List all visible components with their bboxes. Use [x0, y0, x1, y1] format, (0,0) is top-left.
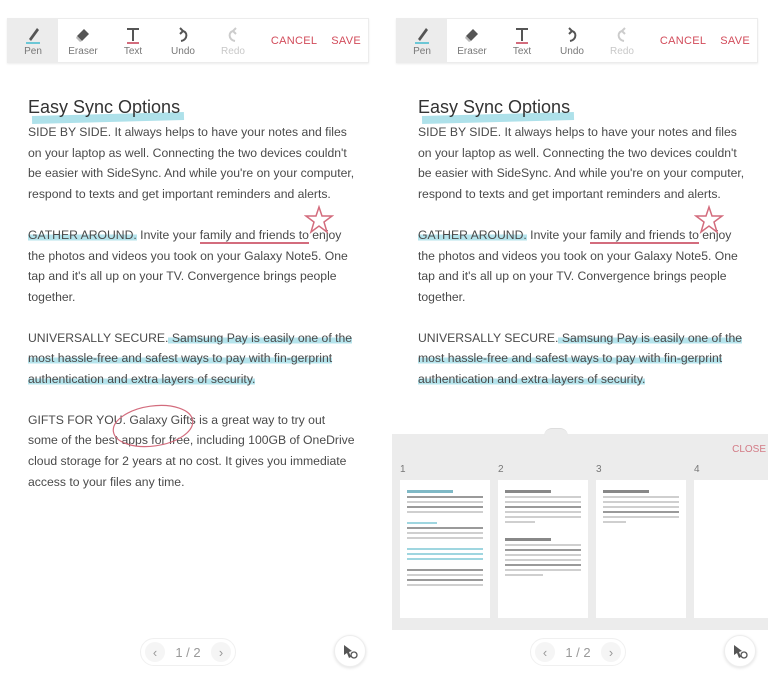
eraser-tool-button[interactable] [447, 19, 497, 62]
thumbnail-page-2[interactable] [498, 464, 590, 618]
undo-label: Undo [171, 45, 195, 57]
paragraph-lead-highlighted: GATHER AROUND. [418, 227, 527, 242]
paragraph-lead-highlighted: GATHER AROUND. [28, 227, 137, 242]
document-title-text: Easy Sync Options [418, 97, 571, 117]
highlighted-text: Samsung Pay is easily one of the most hassle-free and safest ways to pay with fin-gerprint authentication and extra layers of security. [28, 330, 353, 387]
paragraph-side-by-side [28, 122, 358, 205]
circle-doodle-icon [108, 402, 198, 452]
text-tool-button[interactable] [108, 19, 158, 62]
paragraph-text: Galaxy Gifts is a great way to try out some of the best apps for free, including 100GB of OneDrive cloud storage for 2 years at no cost. It gives you immediate access to your files any time. [28, 412, 355, 489]
document-title-text: Easy Sync Options [28, 97, 181, 117]
redo-label: Redo [610, 45, 634, 57]
thumbnail-preview[interactable] [596, 480, 686, 618]
note-document[interactable] [28, 94, 358, 513]
eraser-icon [74, 25, 92, 45]
thumbnail-preview[interactable] [400, 480, 490, 618]
page-thumbnail-panel [392, 434, 768, 630]
eraser-tool-label: Eraser [457, 45, 487, 57]
thumbnail-preview[interactable] [498, 480, 588, 618]
pen-tool-label: Pen [413, 45, 431, 57]
paragraph-universally-secure [418, 328, 748, 390]
paragraph-text: It always helps to have your notes and files on your laptop as well. Connecting the two devices couldn't be easier with SideSync. And while you're on your computer, respond to texts and get important reminders and alerts. [28, 125, 355, 202]
paragraph-lead: UNIVERSALLY SECURE. [418, 330, 559, 345]
pen-settings-button[interactable] [724, 635, 756, 667]
cancel-button[interactable]: CANCEL [270, 34, 318, 47]
note-document[interactable] [418, 94, 748, 410]
text-tool-label: Text [123, 45, 143, 57]
paragraph-text: enjoy the photos and videos you took on your Galaxy Note5. One tap and it's all up on your TV. Convergence brings people together. [418, 227, 738, 304]
redo-button[interactable] [597, 19, 647, 62]
highlighted-text: Samsung Pay is easily one of the most hassle-free and safest ways to pay with fin-gerprint authentication and extra layers of security. [418, 330, 743, 387]
paragraph-side-by-side [418, 122, 748, 205]
pen-tool-button[interactable] [8, 19, 58, 62]
redo-icon [224, 25, 242, 45]
save-button[interactable]: SAVE [720, 34, 750, 47]
thumbnail-preview[interactable] [694, 480, 768, 618]
thumbnail-page-3[interactable] [596, 464, 688, 618]
note-screen-page-overview [384, 0, 768, 693]
pen-tool-button[interactable] [397, 19, 447, 62]
eraser-icon [463, 25, 481, 45]
paragraph-lead: SIDE BY SIDE. [418, 125, 502, 139]
underlined-text: family and friends to [199, 227, 309, 242]
star-doodle-icon [304, 205, 334, 235]
eraser-tool-label: Eraser [68, 45, 98, 57]
undo-icon [563, 25, 581, 45]
save-button[interactable]: SAVE [331, 34, 361, 47]
close-button[interactable]: CLOSE [732, 444, 766, 455]
thumbnail-page-4[interactable] [694, 464, 768, 618]
redo-label: Redo [221, 45, 245, 57]
thumbnail-number: 4 [694, 464, 700, 475]
thumbnail-page-1[interactable] [400, 464, 492, 618]
text-icon [124, 25, 142, 45]
pen-settings-button[interactable] [334, 635, 366, 667]
redo-icon [613, 25, 631, 45]
drawing-toolbar [7, 18, 369, 63]
document-title [418, 94, 570, 120]
paragraph-lead: SIDE BY SIDE. [28, 125, 112, 139]
text-icon [513, 25, 531, 45]
paragraph-text: enjoy the photos and videos you took on your Galaxy Note5. One tap and it's all up on your TV. Convergence brings people together. [28, 227, 348, 304]
paragraph-text: Invite your [526, 227, 590, 242]
thumbnail-number: 3 [596, 464, 602, 475]
chevron-left-icon[interactable]: ‹ [535, 642, 555, 662]
undo-label: Undo [560, 45, 584, 57]
drawing-toolbar [396, 18, 758, 63]
underlined-text: family and friends to [589, 227, 699, 242]
paragraph-gather-around [28, 225, 358, 308]
page-navigator [140, 638, 236, 666]
page-indicator: 1 / 2 [565, 644, 591, 660]
pen-icon [413, 25, 431, 45]
pen-settings-icon [342, 643, 358, 659]
paragraph-gather-around [418, 225, 748, 308]
eraser-tool-button[interactable] [58, 19, 108, 62]
paragraph-lead: UNIVERSALLY SECURE. [28, 330, 169, 345]
text-tool-label: Text [512, 45, 532, 57]
pen-tool-label: Pen [24, 45, 42, 57]
redo-button[interactable] [208, 19, 258, 62]
undo-button[interactable] [547, 19, 597, 62]
pen-icon [24, 25, 42, 45]
thumbnail-number: 1 [400, 464, 406, 475]
document-title [28, 94, 180, 120]
chevron-right-icon[interactable]: › [601, 642, 621, 662]
chevron-left-icon[interactable]: ‹ [145, 642, 165, 662]
paragraph-lead: GIFTS FOR YOU. [28, 412, 126, 427]
paragraph-text: It always helps to have your notes and files on your laptop as well. Connecting the two devices couldn't be easier with SideSync. And while you're on your computer, respond to texts and get important reminders and alerts. [418, 125, 745, 202]
text-tool-button[interactable] [497, 19, 547, 62]
paragraph-universally-secure [28, 328, 358, 390]
page-indicator: 1 / 2 [175, 644, 201, 660]
undo-button[interactable] [158, 19, 208, 62]
page-navigator [530, 638, 626, 666]
chevron-right-icon[interactable]: › [211, 642, 231, 662]
pen-settings-icon [732, 643, 748, 659]
undo-icon [174, 25, 192, 45]
panel-drag-handle[interactable] [544, 428, 568, 436]
thumbnail-number: 2 [498, 464, 504, 475]
paragraph-gifts-for-you [28, 410, 358, 493]
star-doodle-icon [694, 205, 724, 235]
cancel-button[interactable]: CANCEL [659, 34, 707, 47]
paragraph-text: Invite your [136, 227, 200, 242]
